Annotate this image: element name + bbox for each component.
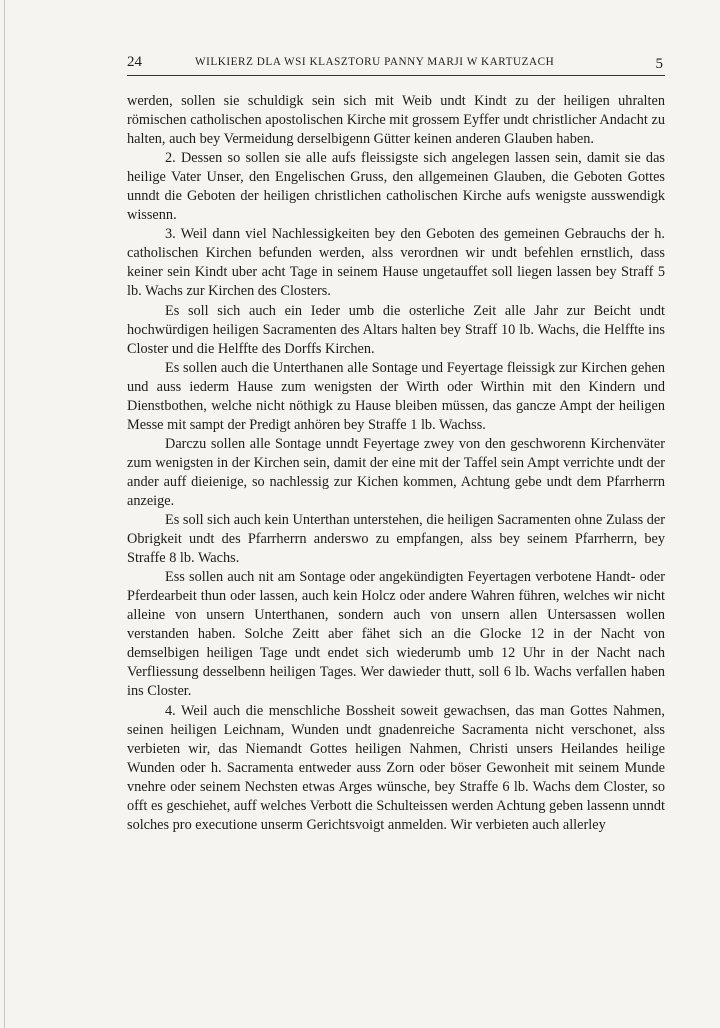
paragraph: Es soll sich auch ein Ieder umb die osterliche Zeit alle Jahr zur Beicht undt hochwürdigen heiligen Sacramenten des Altars halten bey Straff 10 lb. Wachs, die Helffte ins Closter und die Helffte des Dorffs Kirchen.: [127, 302, 665, 357]
paragraph: 2. Dessen so sollen sie alle aufs fleissigste sich angelegen lassen sein, damit sie das heilige Vater Unser, den Engelischen Gruss, den allgemeinen Glauben, die Geboten Gottes unndt die Geboten der heiligen christlichen catholischen Kirche aufs wenigste ausswendigk wissenn.: [127, 150, 665, 224]
page-number: 24: [127, 54, 142, 70]
paragraph: Ess sollen auch nit am Sontage oder angekündigten Feyertagen verbotene Handt- oder Pferdearbeit thun oder lassen, auch kein Holcz oder andere Wahren führen, welches wir nicht alleine von unsern Unterthanen, sondern auch von unsern allen Untersassen wollen verstanden haben. Solche Zeitt aber fähet sich an die Glocke 12 in der Nacht von demselbigen heiligen Tage undt endet sich wiederumb umb 12 Uhr in der Nacht nach Verfliessung desselbenn heiligen Tages. Wer dawieder thutt, soll 6 lb. Wachs verfallen haben ins Closter.: [127, 569, 665, 700]
section-number: 5: [655, 56, 663, 72]
paragraph: Es soll sich auch kein Unterthan unterstehen, die heiligen Sacramenten ohne Zulass der Obrigkeit undt des Pfarrherrn anderswo zu empfangen, alss bey seinem Pfarrherrn, bey Straffe 8 lb. Wachs.: [127, 512, 665, 567]
paragraph: Es sollen auch die Unterthanen alle Sontage und Feyertage fleissigk zur Kirchen gehen und auss iederm Hause zum wenigsten der Wirth oder Wirthin mit den Kindern und Dienstbothen, welche nicht nöthigk zu Hause bleiben müssen, das gancze Ampt der heiligen Messe mit sampt der Predigt anhören bey Straffe 1 lb. Wachss.: [127, 359, 665, 433]
header-rule: [127, 75, 665, 76]
paragraph: 4. Weil auch die menschliche Bossheit soweit gewachsen, das man Gottes Nahmen, seinen heiligen Leichnam, Wunden undt gnadenreiche Sacramenta nicht verschonet, alss verbieten wir, das Niemandt Gottes heiligen Nahmen, Christi unsers Heilandes heilige Wunden oder h. Sacramenta entweder auss Zorn oder böser Gewonheit mit seinem Munde vnehre oder seinem Nechsten etwas Arges wünsche, bey Straffe 6 lb. Wachs dem Closter, so offt es geschiehet, auff welches Verbott die Schulteissen werden Achtung geben lassenn unndt solches pro executione unserm Gerichtsvoigt anmelden. Wir verbieten auch allerley: [127, 702, 665, 833]
paragraph: Darczu sollen alle Sontage unndt Feyertage zwey von den geschworenn Kirchenväter zum wenigsten in der Kirchen sein, damit der eine mit der Taffel sein Ampt verrichte undt der ander auff dieienige, so nachlessig zur Kichen kommen, Achtung gebe undt dem Pfarrherrn anzeige.: [127, 435, 665, 509]
running-header: [127, 52, 665, 76]
running-title: WILKIERZ DLA WSI KLASZTORU PANNY MARJI W KARTUZACH: [195, 56, 555, 68]
paragraph: 3. Weil dann viel Nachlessigkeiten bey den Geboten des gemeinen Gebrauchs der h. catholischen Kirchen befunden werden, alss verordnen wir undt befehlen ernstlich, dass keiner sein Kindt uber acht Tage in seinem Hause ungetauffet soll liegen lassen bey Straff 5 lb. Wachs zur Kirchen des Closters.: [127, 226, 665, 300]
paragraph: werden, sollen sie schuldigk sein sich mit Weib undt Kindt zu der heiligen uhralten römischen catholischen apostolischen Kirche mit grossem Eyffer undt christlicher Andacht zu halten, auch bey Vermeidung derselbigenn Gütter keinen anderen Glauben haben.: [127, 93, 665, 148]
page-edge: [4, 0, 5, 1028]
body-text: [127, 92, 665, 835]
